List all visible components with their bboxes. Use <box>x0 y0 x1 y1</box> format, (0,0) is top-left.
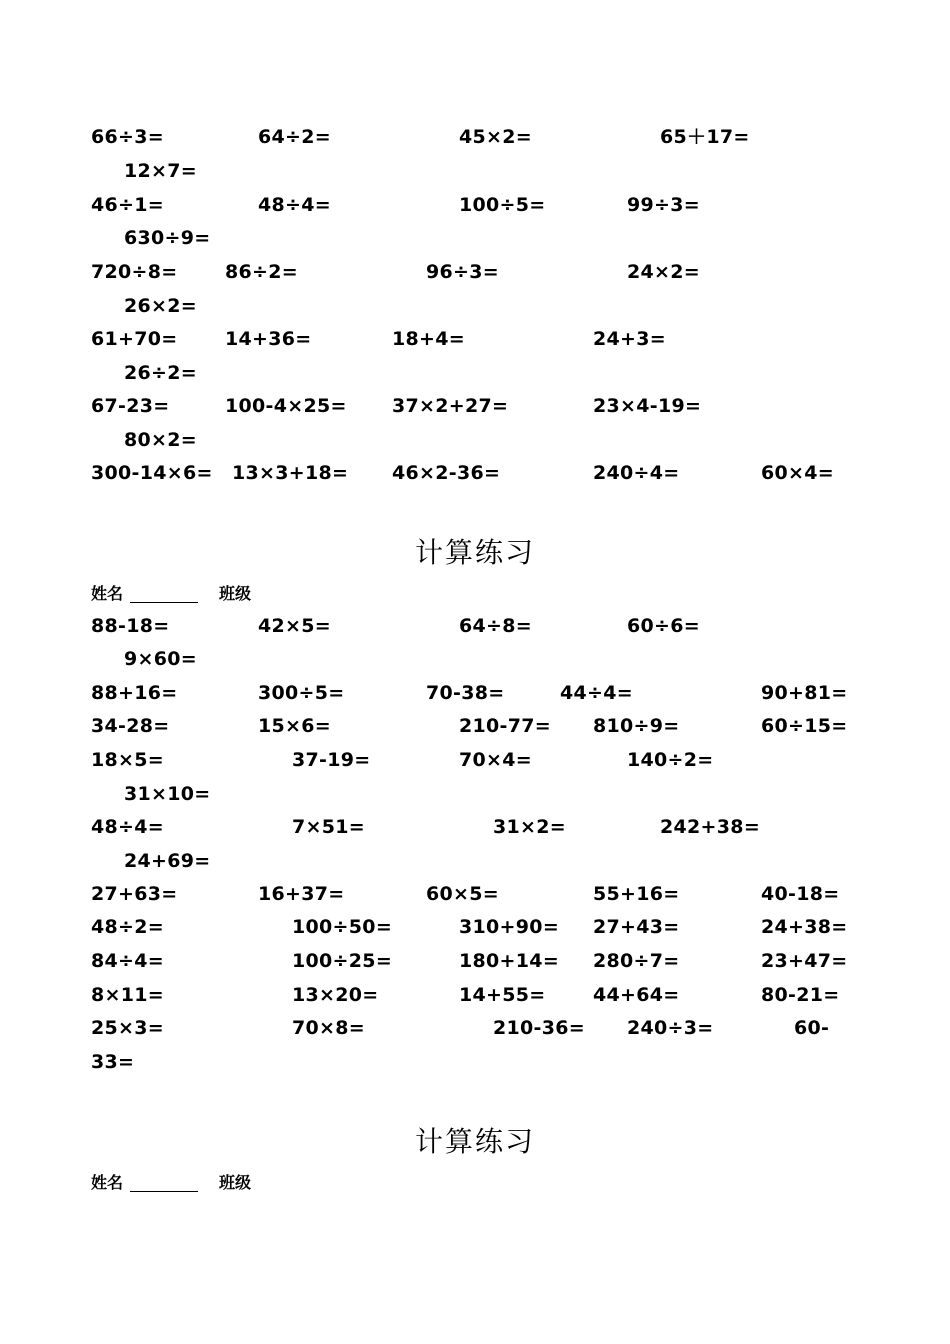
class-label: 班级 <box>219 584 252 603</box>
problem: 100÷50= <box>292 916 393 938</box>
problem: 300÷5= <box>258 682 345 704</box>
problem: 100-4×25= <box>225 395 347 417</box>
problem: 37×2+27= <box>392 395 509 417</box>
problem: 15×6= <box>258 715 332 737</box>
problem: 18+4= <box>392 328 466 350</box>
problem: 240÷3= <box>627 1017 714 1039</box>
problem: 48÷2= <box>91 916 165 938</box>
problem: 44+64= <box>593 984 680 1006</box>
problem: 100÷25= <box>292 950 393 972</box>
problem: 46×2-36= <box>392 462 501 484</box>
problem: 34-28= <box>91 715 170 737</box>
problem: 180+14= <box>459 950 560 972</box>
problem: 24+38= <box>761 916 848 938</box>
problem: 55+16= <box>593 883 680 905</box>
problem: 60÷6= <box>627 615 701 637</box>
problem: 24+3= <box>593 328 667 350</box>
problem: 300-14×6= <box>91 462 213 484</box>
problem: 242+38= <box>660 816 761 838</box>
class-label: 班级 <box>219 1173 252 1192</box>
problem: 23×4-19= <box>593 395 702 417</box>
problem: 48÷4= <box>91 816 165 838</box>
problem: 70-38= <box>426 682 505 704</box>
problem: 31×10= <box>124 783 211 805</box>
problem: 64÷8= <box>459 615 533 637</box>
problem: 18×5= <box>91 749 165 771</box>
section-title: 计算练习 <box>414 536 535 569</box>
problem: 720÷8= <box>91 261 178 283</box>
problem: 61+70= <box>91 328 178 350</box>
problem: 280÷7= <box>593 950 680 972</box>
problem: 84÷4= <box>91 950 165 972</box>
problem: 48÷4= <box>258 194 332 216</box>
problem: 26÷2= <box>124 362 198 384</box>
problem: 240÷4= <box>593 462 680 484</box>
problem: 14+55= <box>459 984 546 1006</box>
problem: 45×2= <box>459 126 533 148</box>
name-label: 姓名 <box>91 1173 124 1192</box>
problem: 70×4= <box>459 749 533 771</box>
problem: 100÷5= <box>459 194 546 216</box>
problem: 210-36= <box>493 1017 586 1039</box>
problem: 14+36= <box>225 328 312 350</box>
problem: 16+37= <box>258 883 345 905</box>
problem: 27+43= <box>593 916 680 938</box>
name-label: 姓名 <box>91 584 124 603</box>
problem: 60- <box>794 1017 830 1039</box>
problem: 310+90= <box>459 916 560 938</box>
problem: 25×3= <box>91 1017 165 1039</box>
problem: 60÷15= <box>761 715 848 737</box>
section-title: 计算练习 <box>414 1125 535 1158</box>
problem: 7×51= <box>292 816 366 838</box>
problem: 630÷9= <box>124 227 211 249</box>
problem: 31×2= <box>493 816 567 838</box>
problem: 65＋17= <box>660 126 750 148</box>
problem: 210-77= <box>459 715 552 737</box>
problem: 70×8= <box>292 1017 366 1039</box>
name-blank-line[interactable] <box>130 602 198 603</box>
problem: 37-19= <box>292 749 371 771</box>
problem: 46÷1= <box>91 194 165 216</box>
problem: 810÷9= <box>593 715 680 737</box>
problem: 23+47= <box>761 950 848 972</box>
problem: 80×2= <box>124 429 198 451</box>
problem: 64÷2= <box>258 126 332 148</box>
problem: 66÷3= <box>91 126 165 148</box>
problem: 13×3+18= <box>232 462 349 484</box>
problem: 42×5= <box>258 615 332 637</box>
problem: 99÷3= <box>627 194 701 216</box>
problem: 44÷4= <box>560 682 634 704</box>
problem: 60×5= <box>426 883 500 905</box>
problem: 88-18= <box>91 615 170 637</box>
problem: 26×2= <box>124 295 198 317</box>
problem: 24+69= <box>124 850 211 872</box>
problem: 12×7= <box>124 160 198 182</box>
problem: 80-21= <box>761 984 840 1006</box>
problem: 60×4= <box>761 462 835 484</box>
problem: 86÷2= <box>225 261 299 283</box>
problem: 96÷3= <box>426 261 500 283</box>
problem: 90+81= <box>761 682 848 704</box>
problem: 27+63= <box>91 883 178 905</box>
problem: 40-18= <box>761 883 840 905</box>
name-blank-line[interactable] <box>130 1191 198 1192</box>
problem: 8×11= <box>91 984 165 1006</box>
problem: 67-23= <box>91 395 170 417</box>
problem: 88+16= <box>91 682 178 704</box>
problem: 9×60= <box>124 648 198 670</box>
problem: 13×20= <box>292 984 379 1006</box>
problem-continuation: 33= <box>91 1051 135 1073</box>
problem: 24×2= <box>627 261 701 283</box>
problem: 140÷2= <box>627 749 714 771</box>
